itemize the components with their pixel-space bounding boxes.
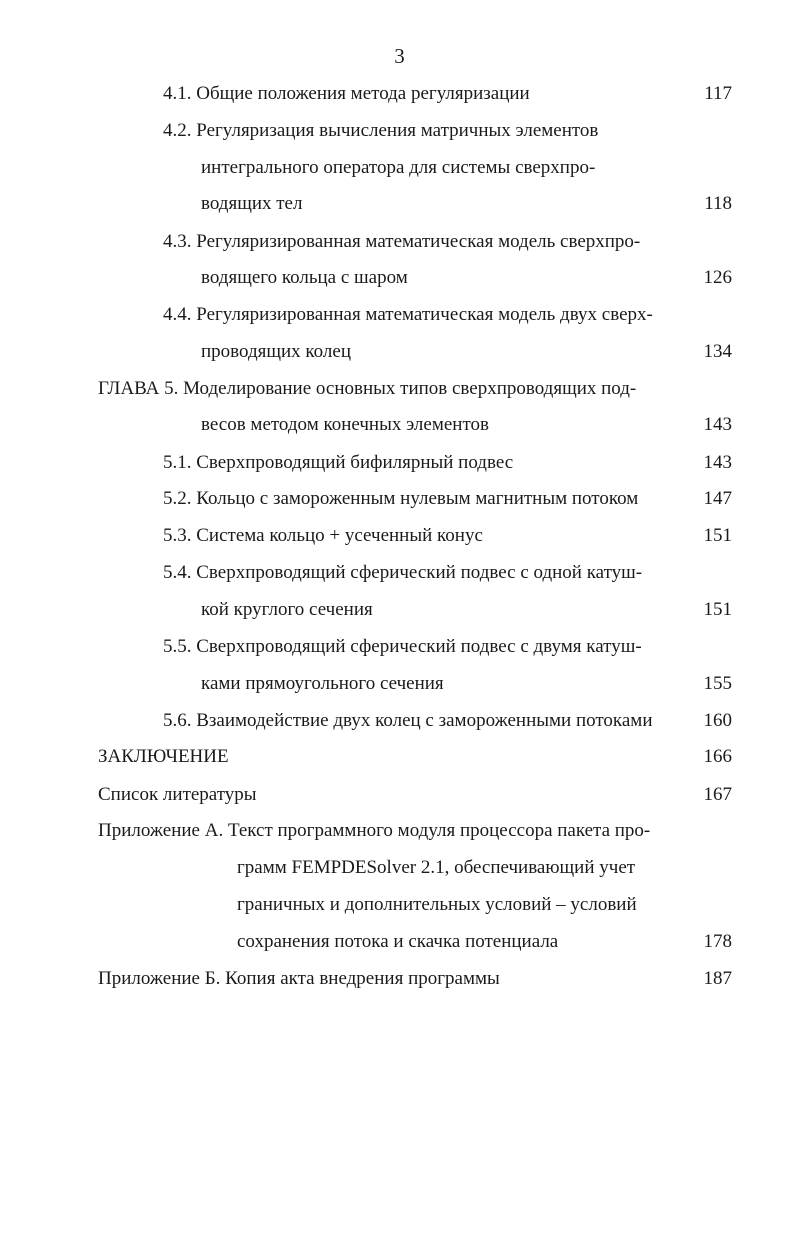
toc-entry-5-1: 5.1. Сверхпроводящий бифилярный подвес xyxy=(163,452,514,473)
toc-chapter-5-line-1: ГЛАВА 5. Моделирование основных типов сверхпроводящих под- xyxy=(98,378,637,399)
toc-entry-4-3-line-1: 4.3. Регуляризированная математическая модель сверхпро- xyxy=(163,231,641,252)
toc-page-4-2: 118 xyxy=(704,193,732,214)
toc-references: Список литературы xyxy=(98,784,257,805)
toc-entry-5-5-line-2: ками прямоугольного сечения xyxy=(201,673,444,694)
toc-conclusion: ЗАКЛЮЧЕНИЕ xyxy=(98,746,229,767)
toc-entry-5-2: 5.2. Кольцо с замороженным нулевым магнитным потоком xyxy=(163,488,639,509)
toc-appendix-a-line-4: сохранения потока и скачка потенциала xyxy=(237,931,559,952)
toc-appendix-a-line-1: Приложение А. Текст программного модуля процессора пакета про- xyxy=(98,820,651,841)
toc-entry-5-5-line-1: 5.5. Сверхпроводящий сферический подвес с двумя катуш- xyxy=(163,636,642,657)
toc-page-appendix-a: 178 xyxy=(703,931,732,952)
toc-entry-4-4-line-1: 4.4. Регуляризированная математическая модель двух сверх- xyxy=(163,304,653,325)
toc-entry-4-2-line-1: 4.2. Регуляризация вычисления матричных элементов xyxy=(163,120,599,141)
toc-page-references: 167 xyxy=(703,784,732,805)
toc-appendix-b: Приложение Б. Копия акта внедрения программы xyxy=(98,968,500,989)
toc-entry-4-2-line-2: интегрального оператора для системы сверхпро- xyxy=(201,157,596,178)
toc-page-4-4: 134 xyxy=(703,341,732,362)
toc-chapter-5-line-2: весов методом конечных элементов xyxy=(201,414,489,435)
toc-page-5-5: 155 xyxy=(703,673,732,694)
toc-page-appendix-b: 187 xyxy=(703,968,732,989)
toc-appendix-a-line-2: грамм FEMPDESolver 2.1, обеспечивающий учет xyxy=(237,857,636,878)
toc-page-5-4: 151 xyxy=(703,599,732,620)
toc-entry-4-4-line-2: проводящих колец xyxy=(201,341,352,362)
toc-page-conclusion: 166 xyxy=(703,746,732,767)
toc-page-4-1: 117 xyxy=(704,83,732,104)
toc-entry-4-2-line-3: водящих тел xyxy=(201,193,303,214)
toc-entry-5-3: 5.3. Система кольцо + усеченный конус xyxy=(163,525,483,546)
toc-page-5-2: 147 xyxy=(703,488,732,509)
toc-page-5-1: 143 xyxy=(703,452,732,473)
toc-page-chapter-5: 143 xyxy=(703,414,732,435)
toc-entry-4-1: 4.1. Общие положения метода регуляризации xyxy=(163,83,530,104)
toc-entry-5-6: 5.6. Взаимодействие двух колец с замороженными потоками xyxy=(163,710,653,731)
toc-page-5-3: 151 xyxy=(703,525,732,546)
toc-entry-4-3-line-2: водящего кольца с шаром xyxy=(201,267,408,288)
page-number: 3 xyxy=(394,44,405,68)
toc-page-5-6: 160 xyxy=(703,710,732,731)
toc-entry-5-4-line-1: 5.4. Сверхпроводящий сферический подвес с одной катуш- xyxy=(163,562,643,583)
toc-appendix-a-line-3: граничных и дополнительных условий – условий xyxy=(237,894,637,915)
toc-entry-5-4-line-2: кой круглого сечения xyxy=(201,599,373,620)
toc-page-4-3: 126 xyxy=(703,267,732,288)
